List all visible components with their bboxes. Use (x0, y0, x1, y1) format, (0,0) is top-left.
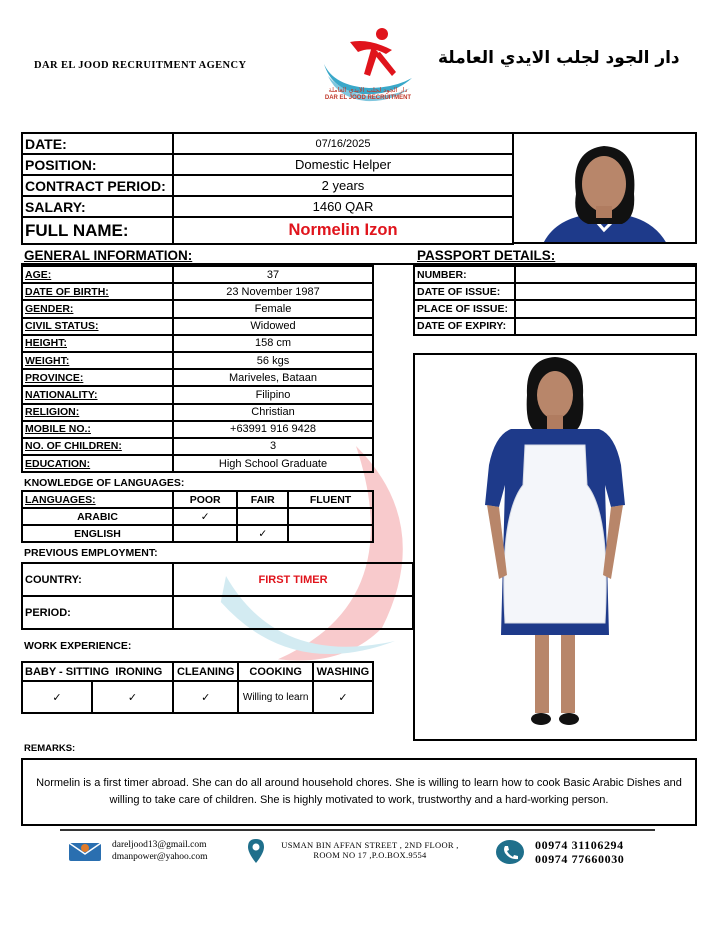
date-of-issue-value (515, 283, 696, 300)
work-experience-table (21, 661, 374, 714)
passport-number-label: NUMBER: (414, 266, 515, 283)
washing-header: WASHING (313, 662, 373, 681)
full-name-row (22, 217, 513, 244)
logo-caption-english: DAR EL JOOD RECRUITMENT (324, 95, 412, 101)
email-secondary: dmanpower@yahoo.com (112, 852, 208, 862)
table-row (22, 266, 373, 283)
fair-header: FAIR (237, 491, 288, 508)
salary-row (22, 196, 513, 217)
table-row (414, 266, 696, 283)
arabic-poor-check: ✓ (173, 508, 237, 525)
table-row (22, 421, 373, 438)
nationality-value: Filipino (173, 386, 373, 403)
contract-table (21, 132, 514, 245)
place-of-issue-label: PLACE OF ISSUE: (414, 300, 515, 317)
table-row (22, 508, 373, 525)
cooking-header: COOKING (238, 662, 312, 681)
phone-secondary: 00974 77660030 (535, 852, 625, 866)
passport-number-value (515, 266, 696, 283)
weight-label: WEIGHT: (22, 352, 173, 369)
table-row (22, 563, 413, 596)
position-row (22, 154, 513, 175)
salary-label: SALARY: (22, 196, 173, 217)
date-value: 07/16/2025 (173, 133, 513, 154)
table-row (22, 369, 373, 386)
height-value: 158 cm (173, 335, 373, 352)
agency-name-english: DAR EL JOOD RECRUITMENT AGENCY (34, 60, 247, 71)
table-row (22, 300, 373, 317)
ironing-value: ✓ (92, 681, 173, 713)
children-label: NO. OF CHILDREN: (22, 438, 173, 455)
education-label: EDUCATION: (22, 455, 173, 472)
cleaning-header: CLEANING (173, 662, 238, 681)
dob-label: DATE OF BIRTH: (22, 283, 173, 300)
province-value: Mariveles, Bataan (173, 369, 373, 386)
place-of-issue-value (515, 300, 696, 317)
cooking-value: Willing to learn (238, 681, 312, 713)
country-label: COUNTRY: (22, 563, 173, 596)
dob-value: 23 November 1987 (173, 283, 373, 300)
table-row (414, 300, 696, 317)
mobile-value: +63991 916 9428 (173, 421, 373, 438)
fluent-header: FLUENT (288, 491, 373, 508)
table-row (22, 681, 373, 713)
contract-period-label: CONTRACT PERIOD: (22, 175, 173, 196)
table-row (414, 318, 696, 335)
period-value (173, 596, 413, 629)
full-name-value: Normelin Izon (173, 217, 513, 244)
portrait-image (514, 134, 697, 244)
position-value: Domestic Helper (173, 154, 513, 175)
language-arabic: ARABIC (22, 508, 173, 525)
english-fluent-check (288, 525, 373, 542)
passport-details-table (413, 265, 697, 336)
salary-value: 1460 QAR (173, 196, 513, 217)
email-primary: dareljood13@gmail.com (112, 840, 207, 850)
period-label: PERIOD: (22, 596, 173, 629)
ironing-header: IRONING (115, 665, 163, 678)
languages-title: KNOWLEDGE OF LANGUAGES: (24, 477, 185, 489)
table-row (22, 335, 373, 352)
mobile-label: MOBILE NO.: (22, 421, 173, 438)
email-icon (68, 840, 102, 862)
civil-status-value: Widowed (173, 318, 373, 335)
contract-period-row (22, 175, 513, 196)
full-body-photo (413, 353, 697, 741)
province-label: PROVINCE: (22, 369, 173, 386)
work-experience-title: WORK EXPERIENCE: (24, 640, 132, 652)
poor-header: POOR (173, 491, 237, 508)
language-english: ENGLISH (22, 525, 173, 542)
english-poor-check (173, 525, 237, 542)
table-row (22, 455, 373, 472)
previous-employment-title: PREVIOUS EMPLOYMENT: (24, 547, 158, 559)
remarks-text: Normelin is a first timer abroad. She can do all around household chores. She is willing to learn how to cook Basic Arabic Dishes and willing to take care of children. She is highly motivated to work, trustworthy and a hard-working person. (21, 758, 697, 826)
gender-value: Female (173, 300, 373, 317)
date-of-expiry-value (515, 318, 696, 335)
cleaning-value: ✓ (173, 681, 238, 713)
full-name-label: FULL NAME: (22, 217, 173, 244)
religion-value: Christian (173, 404, 373, 421)
age-value: 37 (173, 266, 373, 283)
remarks-title: REMARKS: (24, 743, 76, 754)
date-of-issue-label: DATE OF ISSUE: (414, 283, 515, 300)
babysitting-header: BABY - SITTING (25, 665, 110, 678)
babysitting-ironing-header (22, 662, 173, 681)
table-row (22, 525, 373, 542)
table-row (22, 596, 413, 629)
date-row (22, 133, 513, 154)
full-body-image (415, 355, 695, 739)
table-row (22, 386, 373, 403)
phone-icon (495, 839, 525, 865)
table-row (22, 283, 373, 300)
logo-caption-arabic: دار الجود لجلب الايدي العاملة (328, 86, 408, 94)
location-pin-icon (247, 838, 265, 864)
date-of-expiry-label: DATE OF EXPIRY: (414, 318, 515, 335)
children-value: 3 (173, 438, 373, 455)
general-information-title: GENERAL INFORMATION: (24, 248, 193, 263)
civil-status-label: CIVIL STATUS: (22, 318, 173, 335)
table-header-row (22, 662, 373, 681)
height-label: HEIGHT: (22, 335, 173, 352)
passport-photo (514, 132, 697, 244)
washing-value: ✓ (313, 681, 373, 713)
contract-period-value: 2 years (173, 175, 513, 196)
babysitting-value: ✓ (22, 681, 92, 713)
table-row (414, 283, 696, 300)
arabic-fair-check (237, 508, 288, 525)
agency-name-arabic: دار الجود لجلب الايدي العاملة (438, 48, 680, 68)
english-fair-check: ✓ (237, 525, 288, 542)
languages-table (21, 490, 374, 543)
address-line-2: ROOM NO 17 ,P.O.BOX.9554 (313, 850, 427, 860)
footer-divider (60, 829, 655, 831)
passport-details-title: PASSPORT DETAILS: (417, 248, 556, 263)
table-row (22, 318, 373, 335)
date-label: DATE: (22, 133, 173, 154)
weight-value: 56 kgs (173, 352, 373, 369)
address-line-1: USMAN BIN AFFAN STREET , 2ND FLOOR , (281, 840, 459, 850)
table-row (22, 438, 373, 455)
languages-header: LANGUAGES: (22, 491, 173, 508)
religion-label: RELIGION: (22, 404, 173, 421)
table-row (22, 404, 373, 421)
age-label: AGE: (22, 266, 173, 283)
position-label: POSITION: (22, 154, 173, 175)
nationality-label: NATIONALITY: (22, 386, 173, 403)
gender-label: GENDER: (22, 300, 173, 317)
education-value: High School Graduate (173, 455, 373, 472)
general-information-table (21, 265, 374, 473)
previous-employment-table (21, 562, 414, 630)
phone-primary: 00974 31106294 (535, 838, 624, 852)
table-row (22, 352, 373, 369)
country-value: FIRST TIMER (173, 563, 413, 596)
arabic-fluent-check (288, 508, 373, 525)
table-header-row (22, 491, 373, 508)
